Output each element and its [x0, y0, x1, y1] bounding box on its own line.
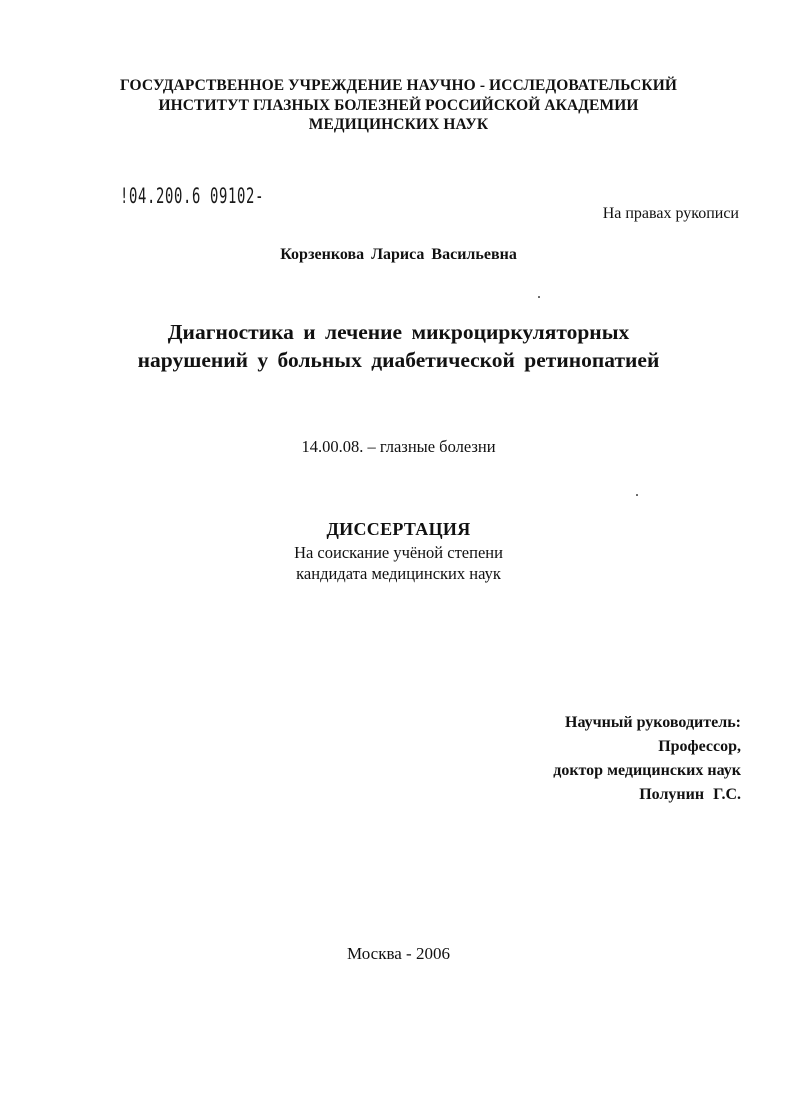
dissertation-title	[0, 318, 797, 374]
specialty-code: 14.00.08. – глазные болезни	[301, 437, 496, 456]
supervisor-degree: доктор медицинских наук	[553, 762, 741, 779]
degree-line-1: На соискание учёной степени	[294, 543, 503, 562]
supervisor-role: Научный руководитель:	[565, 714, 741, 731]
title-line-1: Диагностика и лечение микроциркуляторных	[167, 320, 630, 344]
archive-stamp-number: !04.200.6 09102-	[120, 184, 265, 208]
degree-line-2: кандидата медицинских наук	[296, 564, 501, 583]
scan-speck	[636, 494, 638, 496]
document-type-heading: ДИССЕРТАЦИЯ	[326, 519, 471, 539]
institution-line-2: ИНСТИТУТ ГЛАЗНЫХ БОЛЕЗНЕЙ РОССИЙСКОЙ АКАДЕМИИ	[158, 96, 639, 114]
scan-speck	[538, 296, 540, 298]
manuscript-rights-note: На правах рукописи	[602, 205, 739, 222]
title-line-2: нарушений у больных диабетической ретинопатией	[137, 348, 660, 372]
institution-line-1: ГОСУДАРСТВЕННОЕ УЧРЕЖДЕНИЕ НАУЧНО - ИССЛЕДОВАТЕЛЬСКИЙ	[119, 77, 678, 94]
institution-line-3: МЕДИЦИНСКИХ НАУК	[308, 116, 489, 133]
supervisor-name: Полунин Г.С.	[639, 786, 741, 803]
author-name: Корзенкова Лариса Васильевна	[280, 246, 517, 263]
place-and-year: Москва - 2006	[347, 944, 450, 963]
supervisor-block	[553, 711, 741, 807]
degree-description	[0, 542, 797, 584]
supervisor-title: Профессор,	[658, 738, 741, 755]
institution-header	[0, 76, 797, 135]
